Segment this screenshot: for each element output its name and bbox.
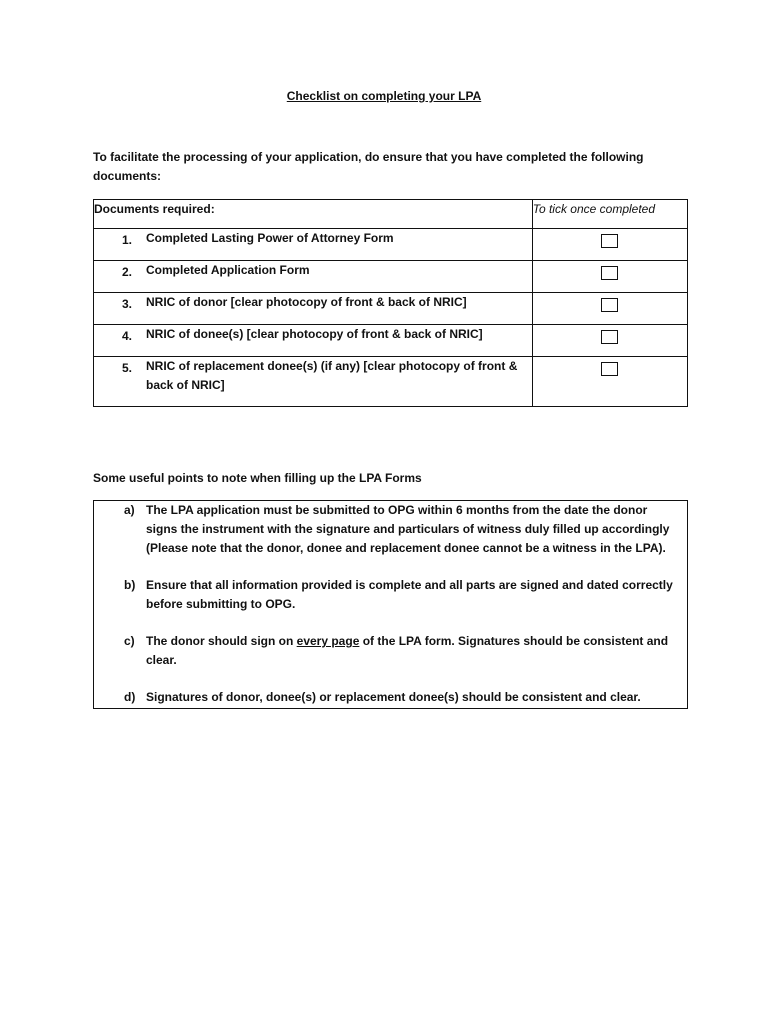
- note-item: [94, 632, 687, 670]
- document-cell: [94, 293, 533, 325]
- notes-heading: Some useful points to note when filling up the LPA Forms: [93, 471, 422, 485]
- row-number: 2.: [122, 265, 133, 279]
- tick-cell: [532, 357, 687, 407]
- checkbox-nric-donor[interactable]: [601, 298, 618, 312]
- checkbox-nric-donee[interactable]: [601, 330, 618, 344]
- documents-checklist-table: [93, 199, 688, 407]
- tick-cell: [532, 261, 687, 293]
- note-letter: b): [124, 578, 136, 592]
- checkbox-nric-replacement-donee[interactable]: [601, 362, 618, 376]
- note-letter: d): [124, 690, 136, 704]
- page-title: Checklist on completing your LPA: [286, 89, 482, 103]
- note-text-part: of the LPA form. Signatures should be consistent and clear.: [146, 634, 669, 667]
- note-text: Ensure that all information provided is complete and all parts are signed and dated correctly before submitting to OPG.: [146, 578, 673, 611]
- note-text: [146, 632, 687, 670]
- row-text: Completed Application Form: [146, 263, 310, 277]
- note-item: [94, 688, 687, 707]
- row-number: 3.: [122, 297, 133, 311]
- row-number: 1.: [122, 233, 133, 247]
- tick-cell: [532, 325, 687, 357]
- table-row: [94, 357, 688, 407]
- header-documents-required: Documents required:: [94, 200, 533, 229]
- table-row: [94, 229, 688, 261]
- row-text: NRIC of donor [clear photocopy of front & back of NRIC]: [146, 295, 467, 309]
- intro-paragraph: To facilitate the processing of your application, do ensure that you have completed the following documents:: [93, 150, 644, 183]
- notes-box: [93, 500, 688, 709]
- document-cell: [94, 261, 533, 293]
- tick-cell: [532, 293, 687, 325]
- checkbox-lpa-form[interactable]: [601, 234, 618, 248]
- table-row: [94, 261, 688, 293]
- table-row: [94, 293, 688, 325]
- row-number: 5.: [122, 361, 133, 375]
- checkbox-application-form[interactable]: [601, 266, 618, 280]
- document-cell: [94, 229, 533, 261]
- note-letter: c): [124, 634, 135, 648]
- note-text-emphasis: every page: [296, 634, 360, 648]
- row-text: NRIC of donee(s) [clear photocopy of front & back of NRIC]: [146, 327, 483, 341]
- note-item: [94, 576, 687, 614]
- row-number: 4.: [122, 329, 133, 343]
- document-cell: [94, 357, 533, 407]
- document-cell: [94, 325, 533, 357]
- table-row: [94, 325, 688, 357]
- tick-cell: [532, 229, 687, 261]
- note-text: Signatures of donor, donee(s) or replacement donee(s) should be consistent and clear.: [146, 690, 641, 704]
- table-header-row: [94, 200, 688, 229]
- note-text: The LPA application must be submitted to OPG within 6 months from the date the donor signs the instrument with the signature and particulars of witness duly filled up accordingly (Please note that the donor, donee and replacement donee cannot be a witness in the LPA).: [146, 503, 670, 555]
- row-text: Completed Lasting Power of Attorney Form: [146, 231, 394, 245]
- note-item: [94, 501, 687, 558]
- header-tick-once-completed: To tick once completed: [532, 200, 687, 229]
- row-text: NRIC of replacement donee(s) (if any) [clear photocopy of front & back of NRIC]: [146, 359, 518, 392]
- note-letter: a): [124, 503, 135, 517]
- note-text-part: The donor should sign on: [146, 634, 297, 648]
